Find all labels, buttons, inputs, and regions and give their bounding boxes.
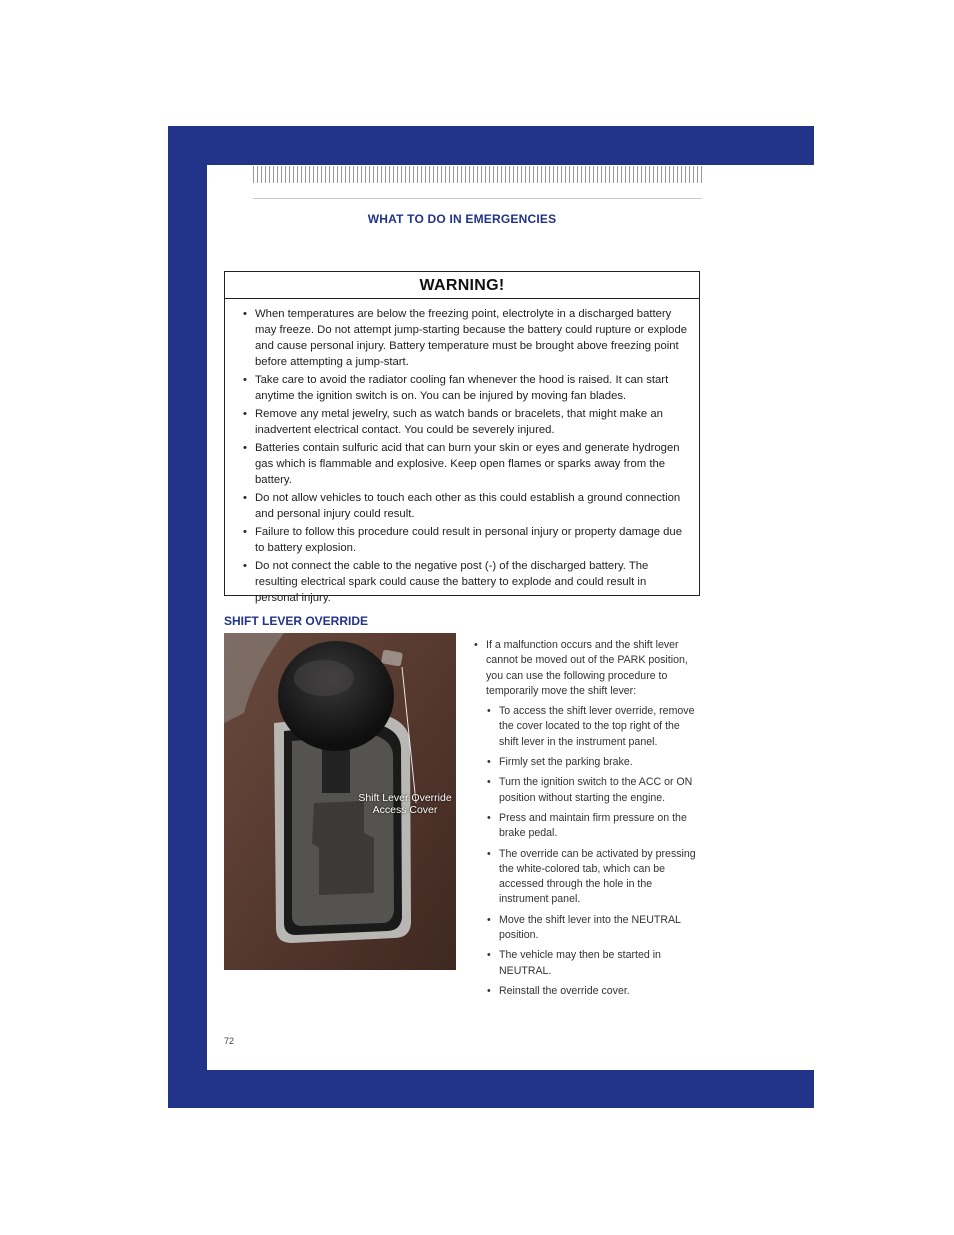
warning-item: • When temperatures are below the freezing point, electrolyte in a discharged battery may freeze. Do not attempt jump-starting because the battery could rupture or explode and cause personal injury. Battery temperature must be brought above freezing point before attempting a jump-start.: [243, 306, 691, 370]
procedure-step: • To access the shift lever override, remove the cover located to the top right of the shift lever in the instrument panel.: [487, 704, 700, 750]
override-procedure: [474, 638, 700, 1004]
warning-item: • Remove any metal jewelry, such as watch bands or bracelets, that might make an inadvertent electrical contact. You could be severely injured.: [243, 406, 691, 438]
procedure-step: • The override can be activated by pressing the white-colored tab, which can be accessed through the hole in the instrument panel.: [487, 847, 700, 908]
procedure-step: • Reinstall the override cover.: [487, 984, 700, 999]
procedure-step: • Move the shift lever into the NEUTRAL position.: [487, 913, 700, 944]
section-title: WHAT TO DO IN EMERGENCIES: [367, 212, 557, 226]
procedure-step: • Firmly set the parking brake.: [487, 755, 700, 770]
procedure-step: • Turn the ignition switch to the ACC or ON position without starting the engine.: [487, 775, 700, 806]
warning-item: • Take care to avoid the radiator cooling fan whenever the hood is raised. It can start anytime the ignition switch is on. You can be injured by moving fan blades.: [243, 372, 691, 404]
procedure-step: • The vehicle may then be started in NEUTRAL.: [487, 948, 700, 979]
warning-item: • Do not allow vehicles to touch each other as this could establish a ground connection and personal injury could result.: [243, 490, 691, 522]
warning-item: • Failure to follow this procedure could result in personal injury or property damage due to battery explosion.: [243, 524, 691, 556]
warning-title: WARNING!: [225, 272, 699, 299]
procedure-intro: • If a malfunction occurs and the shift lever cannot be moved out of the PARK position, you can use the following procedure to temporarily move the shift lever:: [474, 638, 700, 699]
warning-box: [224, 271, 700, 604]
shift-lever-heading: SHIFT LEVER OVERRIDE: [224, 614, 369, 628]
shift-lever-photo: [224, 633, 456, 970]
header-divider: [253, 198, 702, 199]
photo-callout-label: Shift Lever Override Access Cover: [358, 792, 452, 816]
warning-item: • Do not connect the cable to the negative post (-) of the discharged battery. The resulting electrical spark could cause the battery to explode and could result in personal injury.: [243, 558, 691, 606]
procedure-step: • Press and maintain firm pressure on the brake pedal.: [487, 811, 700, 842]
decorative-tick-bar: [253, 166, 703, 183]
page-number: 72: [224, 1036, 235, 1046]
warning-item: • Batteries contain sulfuric acid that can burn your skin or eyes and generate hydrogen gas which is flammable and explosive. Keep open flames or sparks away from the battery.: [243, 440, 691, 488]
procedure-steps: [474, 704, 700, 999]
warning-list: [225, 299, 699, 606]
